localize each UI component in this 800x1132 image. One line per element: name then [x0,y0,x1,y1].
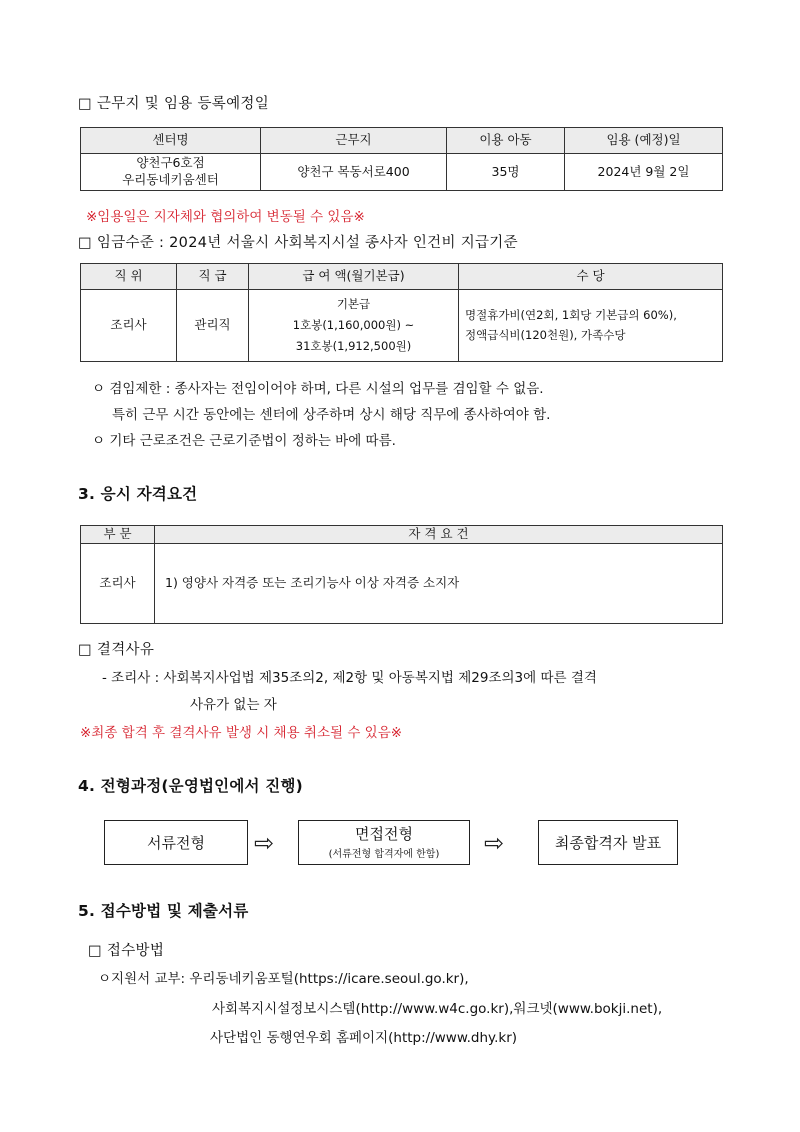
disq-line2: 사유가 없는 자 [190,697,277,713]
apply-line3: 사단법인 동행연우회 홈페이지(http://www.dhy.kr) [210,1030,518,1046]
qual-td-dept: 조리사 [81,544,155,624]
section-5-title: 5. 접수방법 및 제출서류 [78,902,249,920]
apply-line1: ㅇ지원서 교부: 우리동네키움포털(https://icare.seoul.go.kr), [98,971,469,987]
disq-heading: □ 결격사유 [78,642,155,658]
wage-table [80,263,723,362]
work-td-location: 양천구 목동서로400 [261,154,447,191]
disq-line1: - 조리사 : 사회복지사업법 제35조의2, 제2항 및 아동복지법 제29조의3에 따른 결격 [102,670,597,686]
condition-1-line1: ㅇ 겸임제한 : 종사자는 전임이어야 하며, 다른 시설의 업무를 겸임할 수 없음. [92,381,544,397]
process-step-interview: 면접전형 (서류전형 합격자에 한함) [298,820,470,865]
wage-td-allowance: 명절휴가비(연2회, 1회당 기본급의 60%), 정액급식비(120천원), 가족수당 [459,290,723,362]
wage-th-pay: 급 여 액(월기본급) [249,264,459,290]
qual-td-requirement: 1) 영양사 자격증 또는 조리기능사 이상 자격증 소지자 [155,544,723,624]
section-4-title: 4. 전형과정(운영법인에서 진행) [78,777,303,795]
qual-th-requirement: 자 격 요 건 [155,526,723,544]
process-step-documents: 서류전형 [104,820,248,865]
wage-td-pay: 기본급 1호봉(1,160,000원) ~ 31호봉(1,912,500원) [249,290,459,362]
qual-th-dept: 부 문 [81,526,155,544]
wage-td-grade: 관리직 [177,290,249,362]
process-arrow-icon-1: ⇨ [254,829,275,857]
work-td-date: 2024년 9월 2일 [565,154,723,191]
work-th-location: 근무지 [261,128,447,154]
process-step-final: 최종합격자 발표 [538,820,678,865]
wage-td-position: 조리사 [81,290,177,362]
condition-2: ㅇ 기타 근로조건은 근로기준법이 정하는 바에 따름. [92,433,396,449]
wage-th-allowance: 수 당 [459,264,723,290]
work-th-center: 센터명 [81,128,261,154]
work-td-children: 35명 [447,154,565,191]
wage-heading: □ 임금수준 : 2024년 서울시 사회복지시설 종사자 인건비 지급기준 [78,235,518,251]
work-th-date: 임용 (예정)일 [565,128,723,154]
wage-th-position: 직 위 [81,264,177,290]
work-note: ※임용일은 지자체와 협의하여 변동될 수 있음※ [86,209,365,225]
disq-note: ※최종 합격 후 결격사유 발생 시 채용 취소될 수 있음※ [80,725,403,741]
wage-th-grade: 직 급 [177,264,249,290]
section-3-title: 3. 응시 자격요건 [78,485,198,503]
work-th-children: 이용 아동 [447,128,565,154]
work-td-center: 양천구6호점 우리동네키움센터 [81,154,261,191]
condition-1-line2: 특히 근무 시간 동안에는 센터에 상주하며 상시 해당 직무에 종사하여야 함. [112,407,551,423]
qualification-table [80,525,723,624]
work-table [80,127,723,191]
process-arrow-icon-2: ⇨ [484,829,505,857]
apply-heading: □ 접수방법 [88,943,165,959]
work-heading: □ 근무지 및 임용 등록예정일 [78,96,270,112]
apply-line2: 사회복지시설정보시스템(http://www.w4c.go.kr),워크넷(www.bokji.net), [212,1001,663,1017]
